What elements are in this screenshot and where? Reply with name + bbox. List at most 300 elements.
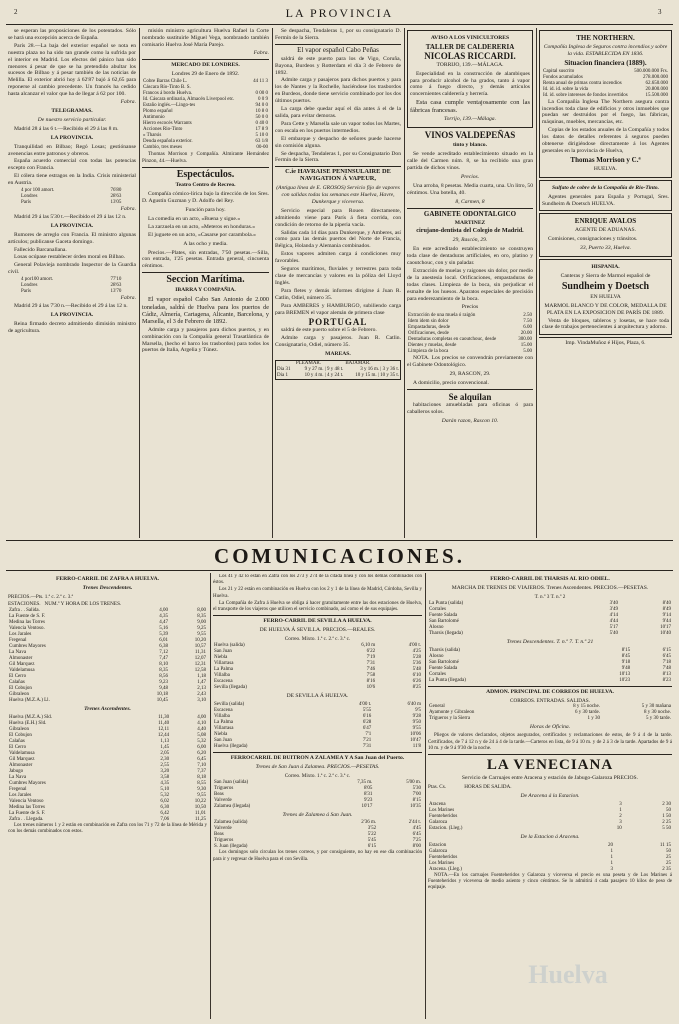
timetable-col-head: T. n.º 3 T. n.º 2 [534, 593, 566, 600]
table-row-cell: 00-00 [256, 145, 268, 151]
table-row-cell: 44 11 3 [253, 79, 268, 85]
company-subheading: (Antigua línea de E. GROSOS) Servicio fijo de vapores con salidas todas las semanas este Huelva, Havre, Dunkerque y viceversa. [276, 185, 400, 205]
timetable-table [213, 643, 422, 691]
table-row-cell: 5'55 [362, 707, 372, 713]
timetable-subtitle: Trenes de San Juan á Zalamea. PRECIOS.—PESETAS. [255, 763, 380, 770]
table-row-cell: 9,00 [197, 619, 206, 625]
column-rule [210, 573, 211, 1019]
post-office-table [428, 704, 672, 722]
table-row-cell: 7'31 [362, 743, 372, 749]
table-row-cell: 5,16 [159, 625, 168, 631]
ad-subheading: Compañía Inglesa de Seguros contra incendios y sobre la vida. ESTABLECIDA EN 1836. [543, 43, 668, 57]
market-table [142, 79, 269, 151]
table-row-cell: Orificaciones, desde [408, 331, 449, 337]
table-row-cell: Villalba [214, 672, 230, 678]
ship-heading: El vapor español Cabo Peñas [297, 45, 379, 54]
ad-heading: ENRIQUE AVALOS [574, 217, 637, 226]
column-rule [425, 573, 426, 1019]
table-row-cell: 8,56 [159, 673, 168, 679]
table-row-cell: 12,11 [158, 726, 170, 732]
table-row-cell: Fuente Salada [429, 612, 458, 618]
table-row-cell: 2'36 m. [361, 820, 377, 826]
ad-heading-vinos: VINOS VALDEPEÑAS [424, 130, 516, 141]
table-row-cell: 6,42 [160, 810, 170, 816]
article-text: Para fletes y demás informes dirigirse á Juan R. Catlin, Odiel, número 35. [275, 287, 401, 301]
table-row-cell: 12,31 [194, 661, 206, 667]
table-row-cell: San Bartolomé [429, 659, 459, 665]
table-row-cell: Tharsis (salida) [429, 647, 460, 653]
table-row-cell: La Nava [9, 774, 27, 780]
column-rule [272, 28, 273, 538]
ad-text: Una arroba, 8 pesetas. Media cuarta, una. Un litro, 50 céntimos. Una botella, 40. [407, 182, 533, 196]
table-row-cell: 15.00 [520, 343, 532, 349]
table-row-cell: 5,10 [160, 786, 170, 792]
table-row-cell: Galaroza [429, 819, 448, 825]
article-text: Tranquilidad en Bilbao; Regó Losas; gestiónanse avenencias entre patronos y obreros. [8, 143, 136, 157]
theatre-name: Teatro Centro de Recreo. [175, 182, 236, 189]
table-row-cell: 9'23 [363, 797, 373, 803]
table-row-cell: 4'25 [412, 648, 421, 654]
column-rule [139, 28, 140, 538]
ad-sulfato [539, 180, 672, 212]
table-row-cell: 6'40 m [407, 701, 421, 707]
table-row-cell: 8,55 [197, 780, 206, 786]
divider [539, 337, 672, 338]
table-row-cell: 4'00 t. [408, 642, 421, 648]
table-row-cell: 7'31 [366, 660, 376, 666]
ad-text: Se vende acreditado establecimiento situado en la calle del Carmen núm. 8, se ha recibido una gran partida de dichos vinos. [407, 151, 533, 172]
dental-price-table [407, 313, 533, 355]
ad-text: MARMOL BLANCO Y DE COLOR, MEDALLA DE PLATA EN LA EXPOSICION DE PARÍS DE 1889. [544, 302, 667, 316]
table-row-cell: 5'22 [367, 832, 377, 838]
dateline: Madrid 29 á las 5'30 t.—Recibido el 29 á las 12 n. [14, 213, 127, 220]
table-row-cell: 1 y 30 [587, 716, 601, 722]
veneciana-table [428, 843, 672, 873]
table-row-cell: Cáscara Río-Tinto B. S. [143, 85, 191, 91]
ad-address: 29, Rascón, 29. [452, 237, 488, 244]
table-row-cell: 8,00 [197, 607, 206, 613]
table-row-cell: 1 50 [662, 813, 671, 819]
table-row-cell: S. Juan (llegada) [214, 844, 248, 850]
ad-address: EN HUELVA [590, 293, 621, 300]
table-row-cell: Gibraleon [9, 691, 29, 697]
table-row-cell: Cumbres Mayores [9, 643, 46, 649]
table-row-cell: Londres [21, 283, 38, 289]
table-row-cell: 10'35 [410, 803, 421, 809]
table-row-cell: 7'00 [412, 791, 421, 797]
table-row-cell: 4'45 [412, 826, 421, 832]
table-row-cell: 1,47 [197, 679, 206, 685]
table-row-cell: 15.500.000 [645, 92, 668, 98]
table-row-cell: General [429, 704, 445, 710]
timetable-note: La Compañía de Zafra á Huelva se obliga á hacer gratuitamente entre las dos estaciones de Huelva, el transporte de los viajeros que utilicen el servicio combinado, así como el de sus equipajes. [213, 600, 422, 613]
article-text: Admite carga y pasajeros para dichos puertos y para los de Nantes y la Rochelle, haciéndose los trasbordos en Burdeos, donde tiene servicio combinado por los dos últimos puertos. [275, 77, 401, 105]
banner-rule-top [6, 540, 673, 541]
article-text: Para Cette y Marsella sale un vapor todos los Martes, con escala en los puertos intermedios. [275, 120, 401, 134]
table-row-cell: 9,55 [197, 631, 206, 637]
table-row-cell: 4,10 [197, 720, 206, 726]
table-row-cell: 10'06 [410, 731, 421, 737]
table-row-cell: 3'40 [609, 600, 619, 606]
veneciana-route-head: De la Estacion á Aracena. [520, 833, 580, 840]
table-row-cell: Escacena [214, 678, 233, 684]
table-row-cell: 11'8 [412, 743, 421, 749]
ad-riccardi [407, 30, 533, 128]
ad-heading-alquilan: Se alquilan [448, 392, 492, 402]
table-row-cell: Gil Marquez [9, 661, 35, 667]
ad-heading-gabinete: GABINETE ODONTALGICO [423, 209, 517, 218]
article-text: Precios.—Plates, sin entradas, 7'50 pesetas.—Silla, con entrada, 1'25 pesetas. Entrada general, cincuenta céntimos. [142, 249, 269, 270]
table-row-cell: 7,10 [197, 762, 206, 768]
table-row-cell: 9'18 [621, 659, 631, 665]
table-row-cell: Ayamonte y Gibraleon [429, 710, 475, 716]
divider [142, 272, 269, 273]
ad-heading: AVISO A LOS VINICULTORES [430, 35, 510, 41]
column-3 [275, 28, 401, 536]
table-row [276, 373, 401, 380]
table-row-cell: 9'48 [621, 665, 631, 671]
article-text: España acuerdo comercial con todas las potencias excepto con Francia. [8, 158, 136, 172]
ad-name: Thomas Morrison y C.ª [570, 155, 641, 164]
article-text: Losas ocúpase restablecer órden moral en Bilbao. [14, 254, 126, 261]
table-row-cell: Valdelamusa [9, 750, 35, 756]
table-row-cell: 8'45 [621, 653, 631, 659]
table-row-cell: Huelva (E.H.) Sld. [9, 720, 47, 726]
page-number-right: 3 [658, 8, 662, 16]
table-row-cell: Limpieza de la boca [408, 349, 449, 355]
veneciana-note: NOTA.—En los carruajes Fuenteheridos y Galaroza y viceversa el precio es una peseta y de Los Marines á Fuenteheridos y viceversa de medio asiento y cinco céntimos. Se lo admitirá 4 cada pasajero 10 kilos de peso de equipaje. [428, 872, 672, 890]
table-row-cell: 9'55 [412, 725, 421, 731]
table-row-cell: 4,00 [197, 714, 206, 720]
table-row-cell: 13'05 [110, 200, 122, 206]
table-row-cell: Gibraleon [9, 726, 29, 732]
table-row-cell: 11,31 [194, 649, 206, 655]
company-heading: C.ie HAVRAISE PENINSULAIRE DE NAVIGATION Á VAPEUR, [285, 168, 391, 183]
table-row-cell: La Fuente de S. F. [9, 810, 46, 816]
section-subheading: De nuestro servicio particular. [37, 116, 107, 123]
timetable-subtitle: Trenes Ascendentes. [84, 705, 131, 712]
table-row-cell: 10'17 [361, 803, 373, 809]
table-row-cell: 9'5 [415, 707, 421, 713]
table-row-cell: 6'22 [366, 648, 376, 654]
table-row-cell: Jabugo [9, 768, 24, 774]
masthead-title: LA PROVINCIA [285, 6, 394, 20]
table-row-cell: 6,38 [159, 643, 168, 649]
table-row-cell: Fregenal [9, 786, 27, 792]
table-row-cell: 1 [610, 854, 613, 860]
table-row-cell: Fondos acumulados [543, 74, 583, 80]
table-row-cell: 9'28 [412, 713, 421, 719]
table-row-cell: 5'48 [412, 666, 421, 672]
table-row-cell: Galaroza [429, 848, 448, 854]
table-row [542, 81, 669, 87]
table-row-cell: 5,32 [160, 792, 170, 798]
table-row-cell: 6'15 [367, 844, 377, 850]
table-row-cell: Corrales [429, 606, 446, 612]
table-row-cell: 12,44 [157, 732, 170, 738]
table-row [213, 744, 422, 750]
ad-text: Esta casa cumple ventajosamente con las fábricas francesas. [410, 99, 530, 114]
printer-imprint: Imp. VindaMuñoz é Hijos, Plaza, 6. [565, 340, 646, 347]
trains-head: NUM.º Y HORA DE LOS TRENES. [44, 600, 122, 607]
timetable-col-head [8, 601, 207, 608]
table-row-cell: 6'47 [362, 725, 372, 731]
table-row-cell: El Cerro [9, 673, 27, 679]
ad-text: Venta de bloques, tableros y losetas, se hace toda clase de trabajos pertenecientes á arquitectura y adorno. [542, 317, 669, 331]
table-row-cell: 11 15 [659, 842, 671, 848]
table-row-cell: 5'30 [412, 785, 421, 791]
table-row [542, 93, 669, 99]
dispatch-heading: LA PROVINCIA. [50, 134, 94, 141]
table-row-cell: Villalba [214, 713, 230, 719]
table-row-cell: 2.50 [523, 313, 532, 319]
article-text: La comedia en un acto, «Buena y sigue.» [148, 215, 241, 222]
table-row-cell: 7,06 [160, 816, 170, 822]
timetable-note: Los domingos solo circulan los trenes correos, y por consiguiente, no hay en ese día combinación para ir y regresar de Huelva para el con Sevilla. [213, 850, 422, 862]
ad-text: A domicilio, precio convencional. [413, 380, 489, 387]
table-row-cell: 8'13 [662, 671, 671, 677]
table-row-cell: 6,02 [160, 798, 170, 804]
table-row-cell: Huelva (salida) [214, 642, 245, 648]
table-row-cell: Empastaduras, desde [408, 325, 450, 331]
table-row-cell: 6,10 m [361, 642, 376, 648]
table-row-cell: Corrales [429, 671, 446, 677]
veneciana-table [428, 802, 672, 832]
banner-rule-bottom [6, 570, 673, 571]
table-row-cell: 5 y 30 mañana [641, 704, 671, 710]
ad-label: Precios [461, 304, 479, 311]
ad-heading: TALLER DE CALDERERIA [425, 42, 515, 51]
table-row-cell: 10,18 [156, 691, 168, 697]
ad-address: 29, RASCON, 29. [449, 371, 491, 378]
article-text: La zarzuela en un acto, «Meteros en honduras.» [148, 223, 256, 230]
table-row-cell: 10,20 [194, 637, 206, 643]
article-text: General Polavieja nombrado Inspector de la Guardia civil. [8, 262, 136, 276]
table-row-cell: 20 [607, 842, 613, 848]
table-row-cell: 5'45 [367, 838, 377, 844]
table-row-cell: 8,35 [197, 613, 206, 619]
table-row-cell: 63 1/8 [255, 139, 268, 145]
ad-heading: Sulfato de cobre de la Compañía de Rio-Tinto. [551, 184, 659, 191]
table-row-cell: 6'15 [662, 647, 671, 653]
table-row-cell: 4,40 [197, 726, 206, 732]
table-row-cell: 5 50 [662, 825, 671, 831]
table-row-cell: 5 10 0 [255, 133, 268, 139]
table-row-cell: 6,20 [197, 750, 206, 756]
table-row-cell: 1,13 [160, 738, 170, 744]
table-row-cell: 4,35 [160, 780, 170, 786]
table-row-cell: Londres [21, 194, 38, 200]
table-row-cell: 2,55 [160, 762, 170, 768]
table-row-cell: Huelva (M.Z.A.) Ll. [9, 697, 50, 703]
table-row-cell: 11,30 [158, 714, 170, 720]
table-row-cell: 4,35 [159, 613, 168, 619]
table-row-cell: Antimonio [143, 115, 165, 121]
signature: Fabra. [120, 99, 136, 106]
timetable-subtitle: DE HUELVA Á SEVILLA. PRECIOS.—REALES. [259, 627, 376, 634]
table-row-cell: Fregenal [9, 637, 27, 643]
table-row-cell: Los Jarales [9, 792, 32, 798]
exchange-rates [20, 188, 122, 206]
table-row-cell: 5 y 30 tarde. [646, 716, 671, 722]
table-row-cell: 7'1 [365, 731, 372, 737]
table-row-cell: Medina las Torres [9, 804, 45, 810]
table-row-cell: 5,32 [197, 738, 206, 744]
table-row-cell: 5'00 m. [406, 779, 421, 785]
ad-text: La Compañía Inglesa The Northern asegura contra incendios toda clase de edificios y otros inmuebles que puedan ser destruidos por el fuego, las fábricas, máquinas, muebles, mercancías, etc. [542, 98, 669, 126]
veneciana-col-head [428, 784, 672, 791]
table-row-cell: Niebla [214, 731, 228, 737]
table-row [428, 631, 672, 637]
timetable-table [213, 820, 422, 850]
table-row-cell: San Bartolomé [429, 618, 459, 624]
table-row-cell: 2 35 [662, 866, 671, 872]
ad-northern [539, 30, 672, 178]
table-row-cell: Los Marines [429, 860, 455, 866]
ad-subheading: cirujano-dentista del Colegio de Madrid. [416, 227, 524, 235]
article-text: saldrá de este puerto para los de Vigo, Coruña, Bayona, Burdeos y Rotterdam el día 3 de Febrero de 1892. [275, 55, 401, 76]
table-row-cell: 28'63 [110, 194, 122, 200]
dateline: Madrid 29 á las 7'30 n.—Recibido el 29 á las 12 n. [14, 303, 128, 310]
column-rule [536, 28, 537, 538]
ad-avalos [539, 213, 672, 257]
table-row-cell: 8,18 [197, 774, 206, 780]
table-row-cell: 6'28 [362, 719, 372, 725]
article-text: A las ocho y media. [183, 240, 228, 247]
table-row-cell: 6'45 [662, 653, 671, 659]
table-row-cell: 7'21 [362, 737, 372, 743]
table-row-cell: Los Marines [429, 807, 455, 813]
table-row-cell: La Nava [9, 649, 27, 655]
table-row-cell: 9,30 [197, 786, 206, 792]
post-office-title: ADMON. PRINCIPAL DE CORREOS DE HUELVA. [486, 688, 614, 695]
table-row-cell: 6'26 [412, 678, 421, 684]
table-row-cell: Alosno [429, 653, 444, 659]
ad-heading: THE NORTHERN. [576, 34, 635, 42]
table-row-cell: 10'17 [660, 624, 671, 630]
table-row-cell: Estacion. (Lleg.) [429, 825, 463, 831]
table-row-cell: 8'15 [621, 647, 631, 653]
article-text: Se despacha, Tendaleras 1, por su consignatario D. Fermín de la Sierra. [275, 28, 401, 41]
table-row [428, 826, 672, 832]
table-row-cell: Trigueros y la Sierra [429, 716, 471, 722]
table-row-cell: 2,13 [197, 685, 206, 691]
dispatch-heading: LA PROVINCIA. [50, 312, 94, 318]
table-row-cell: El Cerro [9, 744, 27, 750]
table-row [213, 685, 422, 691]
table-row-cell: Renta anual de primas contra incendios [543, 80, 622, 86]
masthead-rule [6, 24, 673, 25]
table-row-cell: 7'46 [366, 666, 376, 672]
divider [142, 59, 269, 60]
ad-text: Comisiones, consignaciones y tránsitos. [548, 236, 638, 243]
ad-address: Darán razon, Rascon 10. [441, 417, 499, 424]
table-row-cell: Id. id. id. sobre la vida [543, 86, 588, 92]
table-row-cell: 9,55 [197, 792, 206, 798]
table-row-cell: 10 8 0 [255, 109, 268, 115]
table-row-cell: Huelva (M.Z.A.) Sld. [9, 714, 53, 720]
table-row-cell: 77'10 [110, 277, 122, 283]
table-row-cell: Fuenteheridos [429, 813, 458, 819]
timetable-note: Los 41 y 42 lo están en Zafra con los 273 y 274 de la citada línea y con los demás combinados con éstos. [213, 574, 422, 586]
table-row-cell: Beas [214, 832, 224, 838]
table-row-cell: 2 30 [662, 801, 671, 807]
table-row-cell: 9,48 [159, 685, 168, 691]
table-row-cell: Fuente Salada [429, 665, 458, 671]
table-row-cell: 7'18 [662, 659, 671, 665]
table-row-cell: La Fuente de S. F. [9, 613, 46, 619]
table-row-cell: Valdelamusa [9, 667, 35, 673]
timetable-title: FERROCARRIL DE BUITRON A ZALAMEA Y A San Juan del Puerto. [230, 754, 405, 761]
table-row-cell: 50 [666, 807, 671, 813]
table-row-cell: 20.00 [520, 331, 532, 337]
table-row-cell: Cobre Barras Chile L. [143, 79, 188, 85]
article-text: El embarque y despacho de señores puede hacerse sin comisión alguna. [275, 135, 401, 149]
column-1 [8, 28, 136, 536]
post-office-hours-head: Horas de Oficina. [529, 724, 571, 731]
timetable-table [213, 780, 422, 810]
table-row-cell: 4,00 [159, 607, 168, 613]
article-text: misión ministro agricultura Huelva Rafael la Corte nombrado sustituirle Miguel Vega, nombrando también comisario Huelva José María Parejo. [142, 28, 269, 48]
table-row-cell: 10 y 4 m. | 4 y 24 t. [304, 373, 344, 379]
prices-head: Ptas. Cs. [428, 783, 447, 790]
table-row-cell: Extracción de una muela ó raigón [408, 313, 476, 319]
timetable-table [428, 648, 672, 684]
table-row-cell: 8 y 15 noche. [573, 704, 601, 710]
divider [428, 686, 672, 687]
table-row-cell: 1 [610, 860, 613, 866]
table-row-cell: Deuda española exterior. [143, 139, 193, 145]
table-row-cell: Alosno [429, 624, 444, 630]
table-row-cell: 3'52 [367, 826, 377, 832]
timetable-table [213, 702, 422, 750]
exchange-rates [20, 277, 122, 295]
divider [213, 615, 422, 616]
article-text: El vapor español Cabo San Antonio de 2.000 toneladas, saldrá de Huelva para los puertos de Cádiz, Almería, Cartagena, Alicante, Barcelona, y Marsella, el 3 de Febrero de 1892. [142, 296, 269, 326]
table-row-cell: 62.650.000 [645, 80, 668, 86]
ad-label: Precios. [460, 173, 480, 180]
table-row-cell: El Cobujon [9, 732, 32, 738]
table-row-cell: Valverde [214, 826, 232, 832]
table-row-cell: Los Jarales [9, 631, 32, 637]
hours-head: HORAS DE SALIDA. [464, 783, 512, 790]
table-row-cell: 3,20 [160, 768, 170, 774]
table-row-cell: Escacena [214, 707, 233, 713]
table-row-cell: La Palma [214, 719, 234, 725]
signature: Fabra. [253, 49, 269, 56]
dateline: Madrid 28 á las 6 t.—Recibido el 29 á las 8 m. [14, 125, 119, 132]
timetable-note: Los trenes números 1 y 2 están en combinación en Zafra con los 71 y 72 de la línea de Mérida y con los demás combinados con estos. [8, 822, 207, 834]
table-row-cell: Idem idem sin dolor [408, 319, 449, 325]
table-row-cell: 5,39 [159, 631, 168, 637]
table-row-cell: Id. Cáscara ordinaria, Almacén Liverpool etc. [143, 97, 235, 103]
ad-subheading: tinto y blanco. [452, 142, 488, 149]
table-row-cell: 10 [616, 825, 622, 831]
timetable-zafra [8, 574, 207, 1020]
table-row-cell: Acciones Rio-Tinto [143, 127, 183, 133]
table-row-cell: 6,00 [197, 744, 206, 750]
table-row-cell: Zafra . . Llegada. [9, 816, 44, 822]
timetable-subtitle: DE SEVILLA Á HUELVA. [286, 692, 349, 699]
table-row-cell: 7'19 [366, 654, 376, 660]
table-row-cell: 11,25 [194, 816, 206, 822]
ad-text: Extracción de muelas y raigones sin dolor, por medio de la anestesia local. Orificaciones, empastaduras de todas clases. Limpieza de la boca, sin perjudicar el esmalte de los huesos. Aparatos especiales de precisión para enderezamiento de la boca. [407, 267, 533, 302]
table-row-cell: 8,10 [159, 661, 168, 667]
table-row-cell: 7,47 [159, 655, 168, 661]
table-row-cell: Hierro escocés Warrants [143, 121, 192, 127]
article-text: El juguete en un acto, «Casarse por carambola.» [148, 231, 256, 238]
table-row-cell: 10,50 [194, 804, 206, 810]
